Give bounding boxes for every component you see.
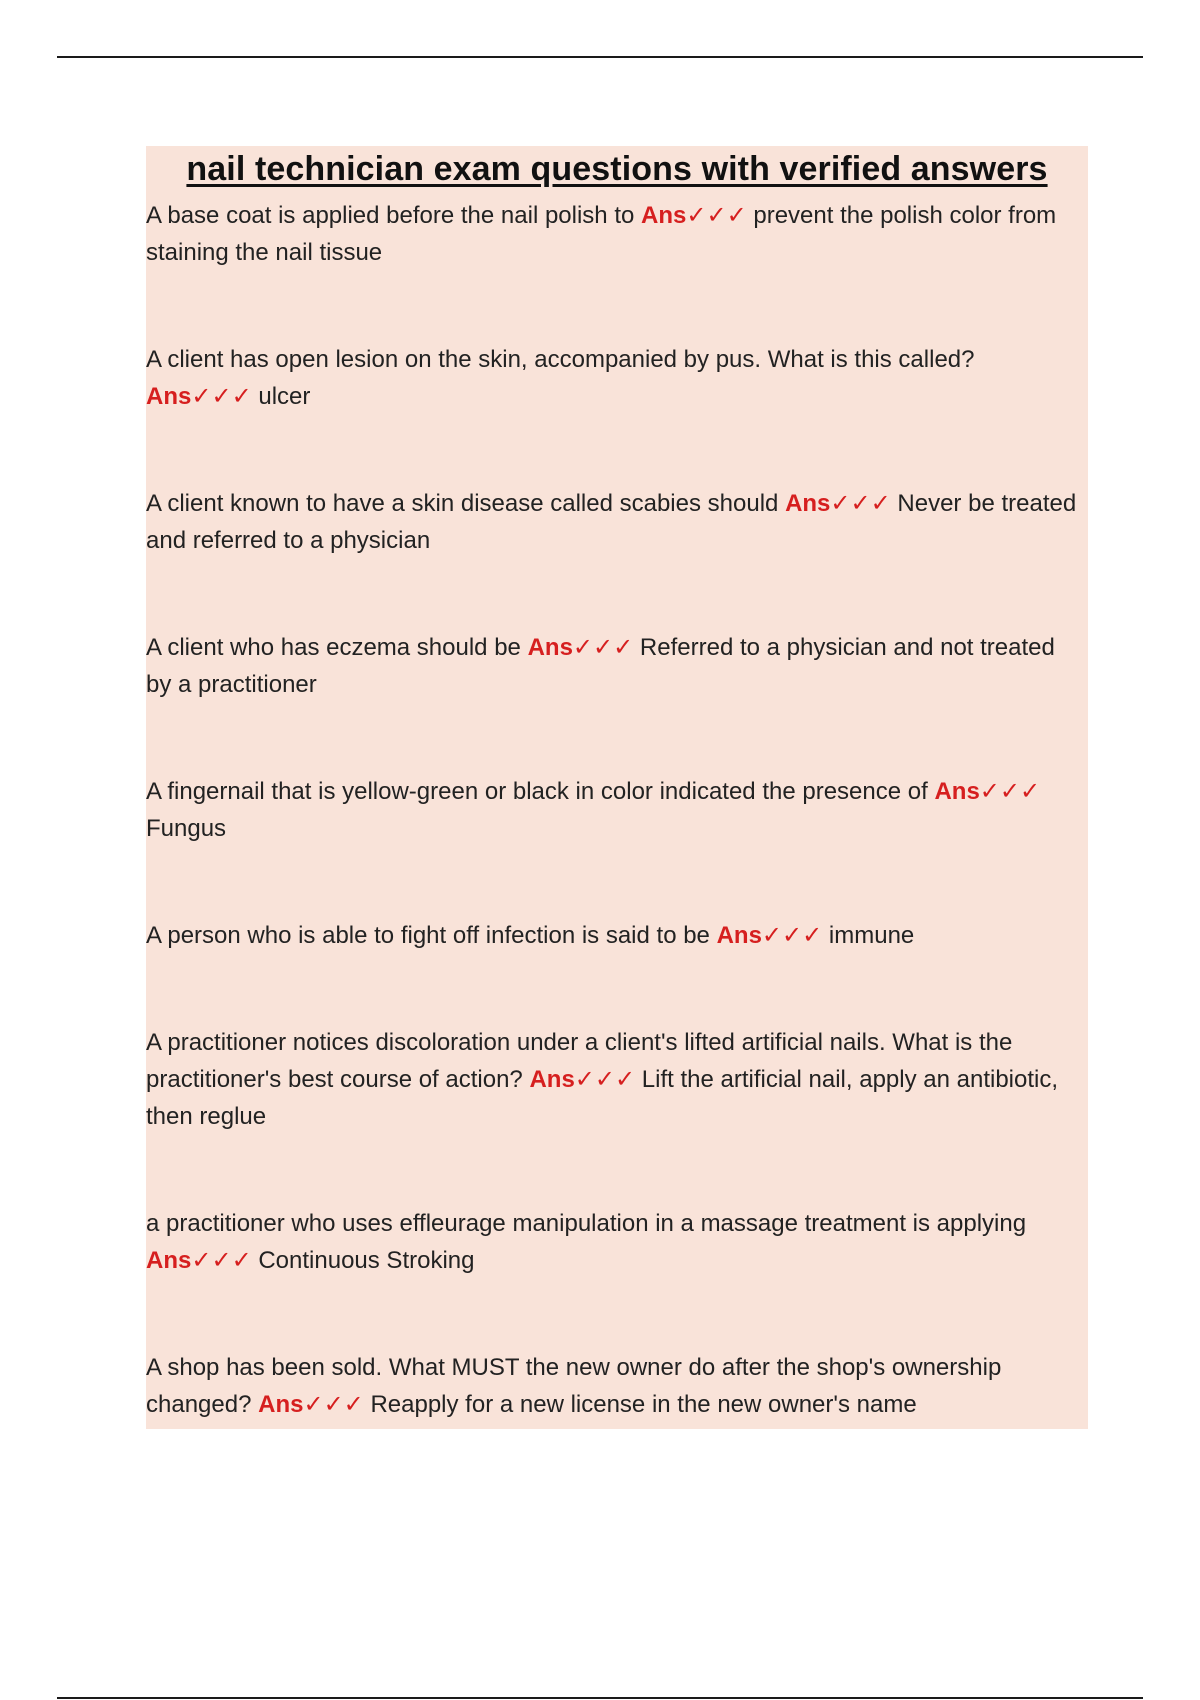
qa-item <box>146 1024 1088 1135</box>
answer-text: Reapply for a new license in the new owner's name <box>370 1391 917 1418</box>
answer-marker: Ans✓✓✓ <box>716 922 823 949</box>
question-text: a practitioner who uses effleurage manipulation in a massage treatment is applying <box>146 1210 1027 1237</box>
qa-item <box>146 917 1088 954</box>
check-marks: ✓✓✓ <box>830 490 891 517</box>
question-text: A client who has eczema should be <box>146 634 521 661</box>
qa-item <box>146 629 1088 703</box>
answer-marker: Ans✓✓✓ <box>146 1247 252 1274</box>
check-marks: ✓✓✓ <box>686 202 747 229</box>
question-text: A fingernail that is yellow-green or black in color indicated the presence of <box>146 778 928 805</box>
qa-item <box>146 1205 1088 1279</box>
check-marks: ✓✓✓ <box>572 634 634 661</box>
answer-text: prevent the polish color from staining the nail tissue <box>146 202 1057 266</box>
qa-item <box>146 485 1088 559</box>
answer-marker: Ans✓✓✓ <box>641 202 747 229</box>
answer-marker: Ans✓✓✓ <box>146 383 252 410</box>
check-marks: ✓✓✓ <box>761 922 823 949</box>
qa-item <box>146 341 1088 415</box>
document-title: nail technician exam questions with verified answers <box>186 150 1048 188</box>
question-text: A shop has been sold. What MUST the new owner do after the shop's ownership changed? <box>146 1354 1002 1418</box>
check-marks: ✓✓✓ <box>303 1391 364 1418</box>
answer-marker: Ans✓✓✓ <box>527 634 634 661</box>
question-text: A client known to have a skin disease called scabies should <box>146 490 779 517</box>
answer-marker: Ans✓✓✓ <box>785 490 891 517</box>
answer-text: Fungus <box>146 815 227 842</box>
answer-marker: Ans✓✓✓ <box>529 1066 636 1093</box>
question-text: A base coat is applied before the nail polish to <box>146 202 635 229</box>
question-text: A practitioner notices discoloration under a client's lifted artificial nails. What is the practitioner's best course of action? <box>146 1029 1013 1093</box>
answer-text: immune <box>828 922 915 949</box>
qa-item <box>146 1349 1088 1423</box>
question-text: A person who is able to fight off infection is said to be <box>146 922 710 949</box>
answer-marker: Ans✓✓✓ <box>934 778 1041 805</box>
check-marks: ✓✓✓ <box>574 1066 636 1093</box>
check-marks: ✓✓✓ <box>191 1247 252 1274</box>
header-rule <box>57 56 1143 58</box>
qa-item <box>146 197 1088 271</box>
answer-text: Never be treated and referred to a physician <box>146 490 1077 554</box>
answer-text: Lift the artificial nail, apply an antibiotic, then reglue <box>146 1066 1059 1130</box>
question-text: A client has open lesion on the skin, accompanied by pus. What is this called? <box>146 346 975 373</box>
answer-marker: Ans✓✓✓ <box>258 1391 364 1418</box>
document-body <box>146 146 1088 1429</box>
answer-text: Continuous Stroking <box>258 1247 475 1274</box>
footer-rule <box>57 1697 1143 1699</box>
answer-text: Referred to a physician and not treated by a practitioner <box>146 634 1055 698</box>
check-marks: ✓✓✓ <box>191 383 252 410</box>
check-marks: ✓✓✓ <box>979 778 1041 805</box>
qa-item <box>146 773 1088 847</box>
answer-text: ulcer <box>258 383 311 410</box>
